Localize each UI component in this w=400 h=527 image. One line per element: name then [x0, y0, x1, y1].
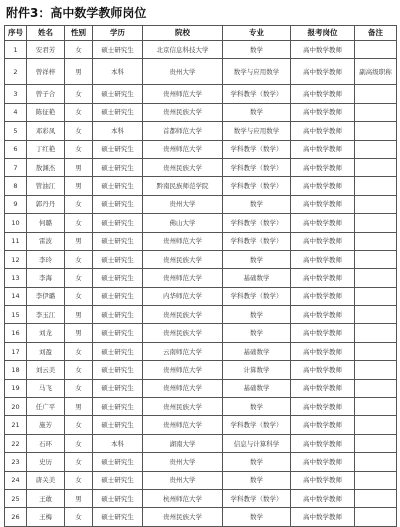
cell-position: 高中数学教师 — [291, 398, 355, 416]
cell-major: 基础数学 — [223, 342, 291, 360]
cell-remarks — [355, 158, 397, 176]
cell-school: 贵州师范大学 — [143, 140, 223, 158]
cell-education: 硕士研究生 — [93, 471, 143, 489]
cell-education: 硕士研究生 — [93, 232, 143, 250]
cell-name: 唐关美 — [27, 471, 65, 489]
cell-remarks — [355, 306, 397, 324]
cell-seq: 8 — [5, 177, 27, 195]
cell-seq: 15 — [5, 306, 27, 324]
cell-major: 数学 — [223, 306, 291, 324]
cell-seq: 2 — [5, 59, 27, 85]
cell-name: 刘龙 — [27, 324, 65, 342]
cell-seq: 24 — [5, 471, 27, 489]
cell-gender: 女 — [65, 140, 93, 158]
cell-school: 贵州大学 — [143, 453, 223, 471]
cell-education: 硕士研究生 — [93, 361, 143, 379]
table-row — [5, 103, 397, 121]
cell-remarks — [355, 453, 397, 471]
cell-position: 高中数学教师 — [291, 158, 355, 176]
cell-remarks — [355, 103, 397, 121]
cell-seq: 10 — [5, 214, 27, 232]
cell-name: 邓彩凤 — [27, 122, 65, 140]
cell-name: 管油江 — [27, 177, 65, 195]
cell-school: 贵州师范大学 — [143, 361, 223, 379]
cell-gender: 女 — [65, 508, 93, 526]
table-header — [5, 26, 397, 41]
cell-school: 贵州大学 — [143, 195, 223, 213]
cell-remarks — [355, 177, 397, 195]
cell-gender: 女 — [65, 361, 93, 379]
column-header-seq: 序号 — [5, 26, 27, 41]
cell-education: 硕士研究生 — [93, 489, 143, 507]
cell-name: 史历 — [27, 453, 65, 471]
cell-remarks — [355, 85, 397, 103]
cell-seq: 26 — [5, 508, 27, 526]
cell-seq: 4 — [5, 103, 27, 121]
cell-gender: 女 — [65, 416, 93, 434]
cell-education: 硕士研究生 — [93, 508, 143, 526]
cell-education: 硕士研究生 — [93, 140, 143, 158]
cell-seq: 19 — [5, 379, 27, 397]
cell-education: 硕士研究生 — [93, 250, 143, 268]
cell-name: 施芳 — [27, 416, 65, 434]
table-row — [5, 489, 397, 507]
cell-name: 马飞 — [27, 379, 65, 397]
cell-remarks — [355, 140, 397, 158]
cell-major: 计算数学 — [223, 361, 291, 379]
cell-position: 高中数学教师 — [291, 434, 355, 452]
cell-name: 刘盈 — [27, 342, 65, 360]
table-row — [5, 140, 397, 158]
cell-gender: 女 — [65, 250, 93, 268]
candidate-table — [4, 25, 397, 527]
cell-position: 高中数学教师 — [291, 508, 355, 526]
cell-seq: 1 — [5, 41, 27, 59]
cell-gender: 女 — [65, 379, 93, 397]
cell-school: 贵州大学 — [143, 471, 223, 489]
cell-name: 安君芳 — [27, 41, 65, 59]
cell-seq: 13 — [5, 269, 27, 287]
cell-remarks — [355, 434, 397, 452]
cell-education: 硕士研究生 — [93, 85, 143, 103]
cell-position: 高中数学教师 — [291, 177, 355, 195]
cell-school: 贵州民族大学 — [143, 158, 223, 176]
cell-position: 高中数学教师 — [291, 361, 355, 379]
cell-name: 王敢 — [27, 489, 65, 507]
cell-remarks — [355, 41, 397, 59]
table-row — [5, 416, 397, 434]
cell-position: 高中数学教师 — [291, 453, 355, 471]
cell-remarks — [355, 269, 397, 287]
cell-gender: 男 — [65, 232, 93, 250]
cell-school: 贵州师范大学 — [143, 269, 223, 287]
cell-school: 贵州民族大学 — [143, 250, 223, 268]
table-row — [5, 250, 397, 268]
cell-name: 何璐 — [27, 214, 65, 232]
cell-position: 高中数学教师 — [291, 41, 355, 59]
cell-gender: 女 — [65, 342, 93, 360]
table-row — [5, 269, 397, 287]
cell-name: 丁红艳 — [27, 140, 65, 158]
cell-remarks — [355, 195, 397, 213]
cell-major: 基础数学 — [223, 379, 291, 397]
cell-school: 云南师范大学 — [143, 342, 223, 360]
cell-position: 高中数学教师 — [291, 250, 355, 268]
cell-education: 硕士研究生 — [93, 324, 143, 342]
column-header-name: 姓名 — [27, 26, 65, 41]
cell-gender: 男 — [65, 489, 93, 507]
cell-major: 学科教学（数学） — [223, 214, 291, 232]
cell-seq: 5 — [5, 122, 27, 140]
cell-seq: 7 — [5, 158, 27, 176]
cell-remarks — [355, 324, 397, 342]
column-header-position: 报考岗位 — [291, 26, 355, 41]
cell-school: 黔南民族师范学院 — [143, 177, 223, 195]
cell-school: 北京信息科技大学 — [143, 41, 223, 59]
cell-education: 硕士研究生 — [93, 342, 143, 360]
cell-school: 贵州师范大学 — [143, 85, 223, 103]
cell-major: 数学 — [223, 324, 291, 342]
cell-seq: 25 — [5, 489, 27, 507]
cell-major: 数学 — [223, 453, 291, 471]
table-row — [5, 41, 397, 59]
cell-gender: 女 — [65, 103, 93, 121]
table-row — [5, 342, 397, 360]
cell-position: 高中数学教师 — [291, 324, 355, 342]
cell-education: 硕士研究生 — [93, 398, 143, 416]
header-row — [5, 26, 397, 41]
table-row — [5, 214, 397, 232]
cell-major: 学科教学（数学） — [223, 158, 291, 176]
cell-school: 内华师范大学 — [143, 287, 223, 305]
table-row — [5, 232, 397, 250]
cell-major: 学科教学（数学） — [223, 416, 291, 434]
cell-education: 本科 — [93, 434, 143, 452]
table-row — [5, 508, 397, 526]
table-row — [5, 361, 397, 379]
cell-education: 本科 — [93, 122, 143, 140]
cell-major: 数学 — [223, 398, 291, 416]
cell-seq: 9 — [5, 195, 27, 213]
cell-position: 高中数学教师 — [291, 416, 355, 434]
cell-school: 首都师范大学 — [143, 122, 223, 140]
cell-remarks — [355, 489, 397, 507]
cell-remarks — [355, 232, 397, 250]
cell-gender: 女 — [65, 269, 93, 287]
cell-major: 数学与应用数学 — [223, 122, 291, 140]
cell-seq: 14 — [5, 287, 27, 305]
cell-education: 硕士研究生 — [93, 416, 143, 434]
cell-name: 雷波 — [27, 232, 65, 250]
cell-remarks — [355, 287, 397, 305]
cell-major: 数学 — [223, 195, 291, 213]
cell-position: 高中数学教师 — [291, 59, 355, 85]
cell-position: 高中数学教师 — [291, 342, 355, 360]
cell-position: 高中数学教师 — [291, 379, 355, 397]
cell-position: 高中数学教师 — [291, 195, 355, 213]
cell-gender: 女 — [65, 471, 93, 489]
cell-major: 学科教学（数学） — [223, 85, 291, 103]
cell-position: 高中数学教师 — [291, 122, 355, 140]
cell-school: 贵州师范大学 — [143, 416, 223, 434]
cell-school: 杭州师范大学 — [143, 489, 223, 507]
column-header-gender: 性别 — [65, 26, 93, 41]
cell-position: 高中数学教师 — [291, 232, 355, 250]
cell-education: 硕士研究生 — [93, 158, 143, 176]
cell-seq: 6 — [5, 140, 27, 158]
cell-remarks — [355, 342, 397, 360]
cell-name: 陈征艳 — [27, 103, 65, 121]
cell-remarks — [355, 398, 397, 416]
cell-remarks: 副高级职称 — [355, 59, 397, 85]
cell-position: 高中数学教师 — [291, 269, 355, 287]
cell-school: 贵州民族大学 — [143, 398, 223, 416]
cell-gender: 男 — [65, 177, 93, 195]
cell-major: 学科教学（数学） — [223, 489, 291, 507]
cell-position: 高中数学教师 — [291, 287, 355, 305]
cell-school: 贵州大学 — [143, 59, 223, 85]
cell-name: 石环 — [27, 434, 65, 452]
cell-gender: 男 — [65, 398, 93, 416]
column-header-education: 学历 — [93, 26, 143, 41]
cell-gender: 女 — [65, 41, 93, 59]
cell-position: 高中数学教师 — [291, 214, 355, 232]
table-row — [5, 158, 397, 176]
cell-school: 贵州民族大学 — [143, 306, 223, 324]
cell-gender: 女 — [65, 287, 93, 305]
cell-gender: 女 — [65, 214, 93, 232]
cell-name: 李玉江 — [27, 306, 65, 324]
table-row — [5, 324, 397, 342]
table-row — [5, 379, 397, 397]
cell-education: 硕士研究生 — [93, 269, 143, 287]
cell-name: 李玲 — [27, 250, 65, 268]
cell-gender: 女 — [65, 85, 93, 103]
cell-major: 学科教学（数学） — [223, 140, 291, 158]
cell-school: 贵州民族大学 — [143, 324, 223, 342]
cell-seq: 3 — [5, 85, 27, 103]
page-title: 附件3：高中数学教师岗位 — [6, 6, 147, 20]
cell-position: 高中数学教师 — [291, 85, 355, 103]
cell-education: 硕士研究生 — [93, 306, 143, 324]
cell-seq: 22 — [5, 434, 27, 452]
cell-remarks — [355, 416, 397, 434]
cell-education: 硕士研究生 — [93, 41, 143, 59]
table-row — [5, 195, 397, 213]
table-row — [5, 122, 397, 140]
cell-seq: 16 — [5, 324, 27, 342]
cell-remarks — [355, 122, 397, 140]
cell-name: 李伊璐 — [27, 287, 65, 305]
cell-name: 王梅 — [27, 508, 65, 526]
cell-school: 贵州民族大学 — [143, 103, 223, 121]
cell-education: 硕士研究生 — [93, 103, 143, 121]
cell-school: 贵州师范大学 — [143, 379, 223, 397]
cell-school: 贵州民族大学 — [143, 508, 223, 526]
table-body — [5, 41, 397, 527]
cell-remarks — [355, 508, 397, 526]
cell-position: 高中数学教师 — [291, 140, 355, 158]
table-row — [5, 85, 397, 103]
table-row — [5, 59, 397, 85]
cell-major: 信息与计算科学 — [223, 434, 291, 452]
cell-remarks — [355, 361, 397, 379]
cell-education: 硕士研究生 — [93, 453, 143, 471]
cell-major: 学科教学（数学） — [223, 232, 291, 250]
cell-school: 湖南大学 — [143, 434, 223, 452]
cell-remarks — [355, 379, 397, 397]
cell-gender: 女 — [65, 434, 93, 452]
cell-seq: 17 — [5, 342, 27, 360]
cell-position: 高中数学教师 — [291, 489, 355, 507]
cell-position: 高中数学教师 — [291, 471, 355, 489]
column-header-school: 院校 — [143, 26, 223, 41]
column-header-remarks: 备注 — [355, 26, 397, 41]
cell-education: 硕士研究生 — [93, 195, 143, 213]
cell-major: 数学 — [223, 508, 291, 526]
cell-school: 贵州师范大学 — [143, 232, 223, 250]
cell-major: 数学 — [223, 471, 291, 489]
cell-name: 曾子合 — [27, 85, 65, 103]
cell-name: 敖渊杰 — [27, 158, 65, 176]
table-row — [5, 471, 397, 489]
cell-name: 任广平 — [27, 398, 65, 416]
cell-gender: 女 — [65, 195, 93, 213]
cell-seq: 20 — [5, 398, 27, 416]
cell-seq: 11 — [5, 232, 27, 250]
table-row — [5, 306, 397, 324]
table-row — [5, 287, 397, 305]
cell-major: 数学 — [223, 103, 291, 121]
table-row — [5, 398, 397, 416]
table-row — [5, 453, 397, 471]
column-header-major: 专业 — [223, 26, 291, 41]
cell-remarks — [355, 471, 397, 489]
cell-seq: 18 — [5, 361, 27, 379]
table-row — [5, 434, 397, 452]
cell-gender: 女 — [65, 122, 93, 140]
cell-name: 刘云美 — [27, 361, 65, 379]
cell-major: 学科教学（数学） — [223, 287, 291, 305]
cell-seq: 21 — [5, 416, 27, 434]
cell-name: 曾祥梓 — [27, 59, 65, 85]
table-row — [5, 177, 397, 195]
cell-education: 硕士研究生 — [93, 379, 143, 397]
cell-name: 郭丹丹 — [27, 195, 65, 213]
cell-gender: 男 — [65, 324, 93, 342]
cell-education: 硕士研究生 — [93, 287, 143, 305]
cell-major: 学科教学（数学） — [223, 177, 291, 195]
cell-seq: 12 — [5, 250, 27, 268]
cell-gender: 女 — [65, 453, 93, 471]
cell-major: 数学 — [223, 250, 291, 268]
cell-gender: 男 — [65, 158, 93, 176]
cell-remarks — [355, 250, 397, 268]
cell-gender: 男 — [65, 59, 93, 85]
cell-major: 数学与应用数学 — [223, 59, 291, 85]
cell-position: 高中数学教师 — [291, 306, 355, 324]
cell-seq: 23 — [5, 453, 27, 471]
cell-major: 数学 — [223, 41, 291, 59]
cell-education: 硕士研究生 — [93, 177, 143, 195]
cell-education: 硕士研究生 — [93, 214, 143, 232]
cell-remarks — [355, 214, 397, 232]
cell-position: 高中数学教师 — [291, 103, 355, 121]
cell-education: 本科 — [93, 59, 143, 85]
cell-name: 李海 — [27, 269, 65, 287]
cell-major: 基础数学 — [223, 269, 291, 287]
cell-school: 佛山大学 — [143, 214, 223, 232]
cell-gender: 男 — [65, 306, 93, 324]
